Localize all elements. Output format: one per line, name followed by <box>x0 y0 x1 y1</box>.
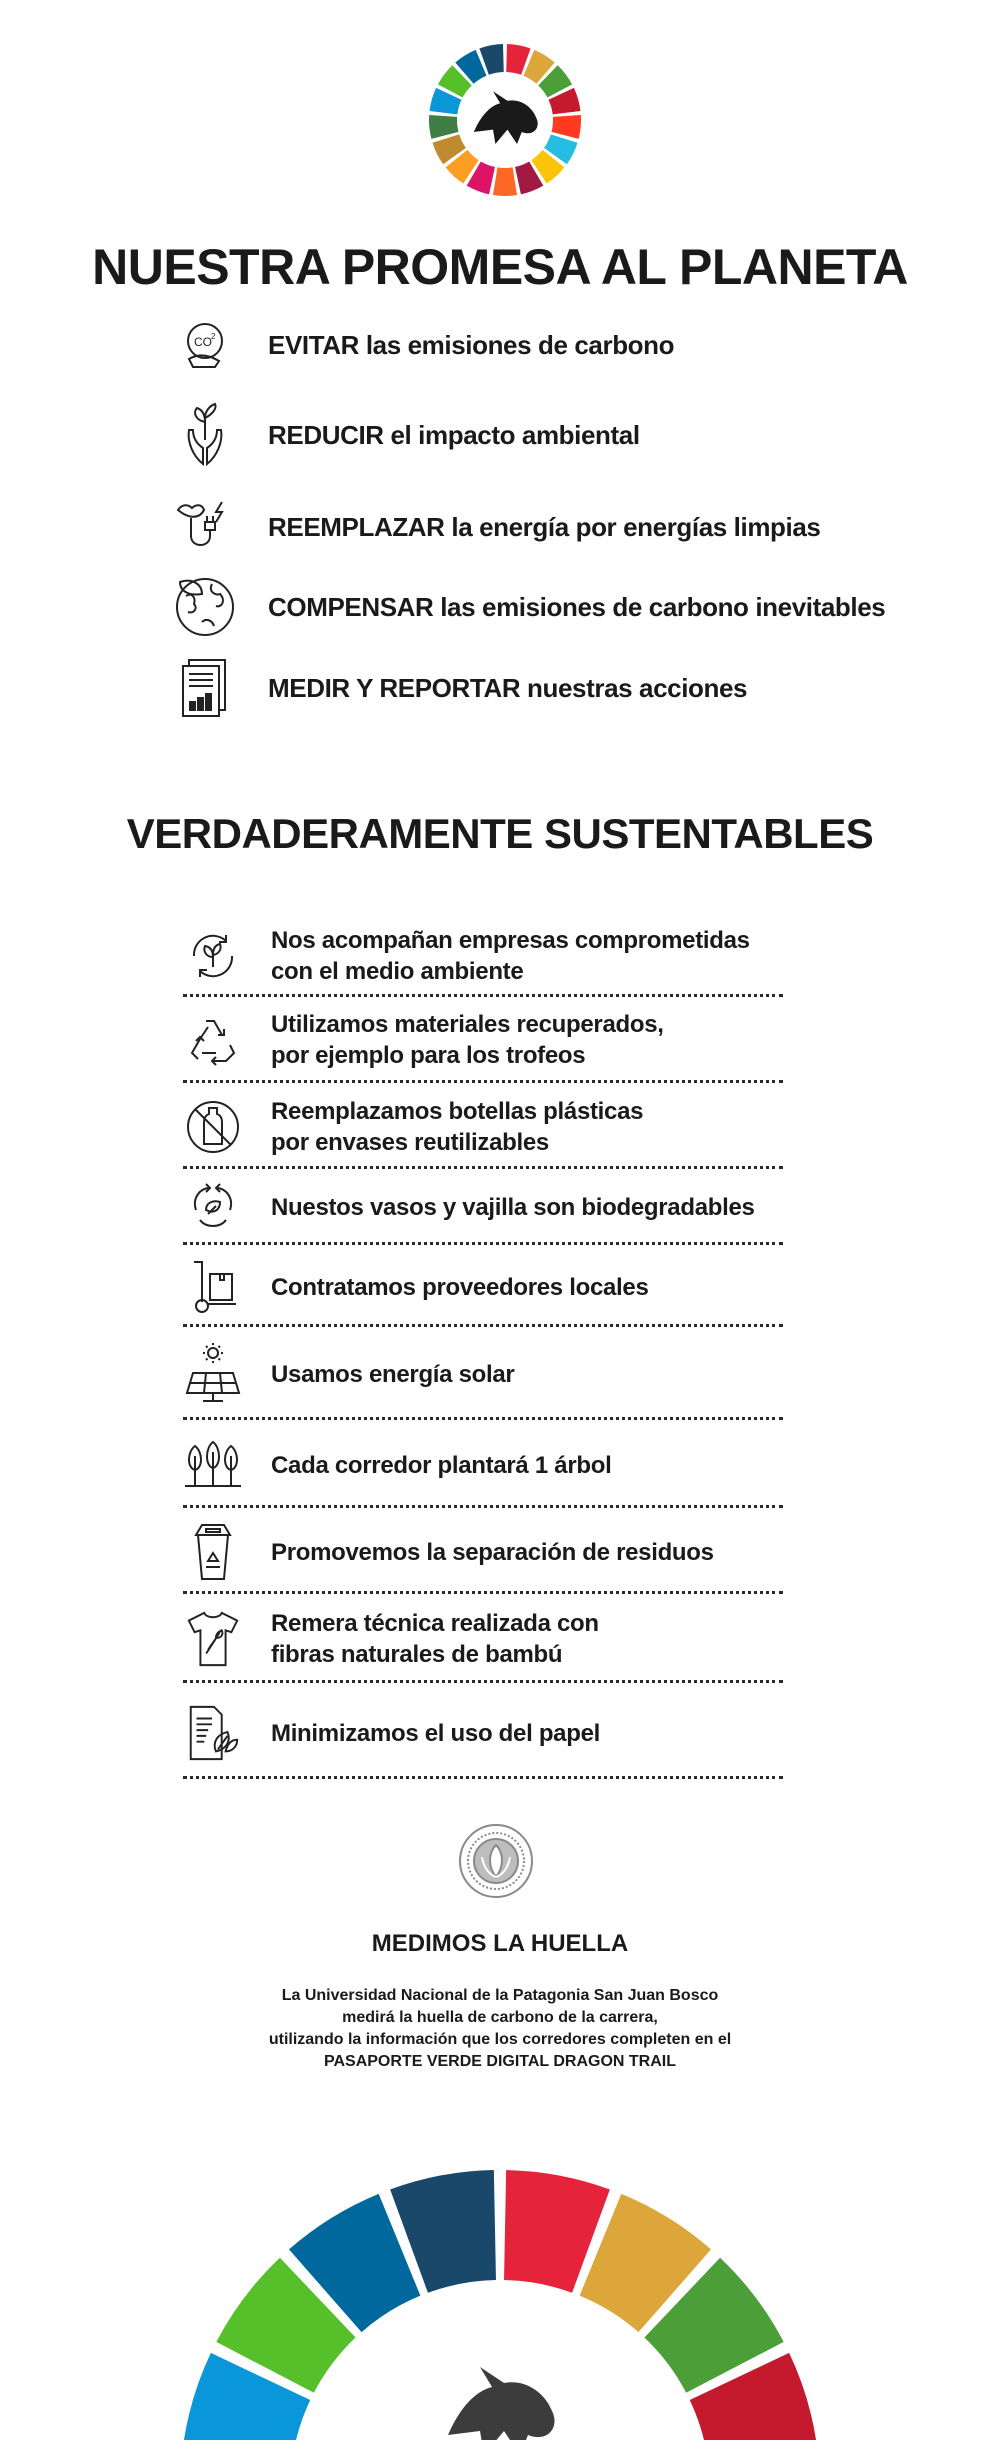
eco-cycle-icon <box>183 929 243 983</box>
biodegradable-icon <box>183 1180 243 1234</box>
footprint-text <box>0 1985 1000 2073</box>
sustainable-item <box>183 1513 783 1594</box>
sustainable-line-1: Contratamos proveedores locales <box>271 1273 649 1301</box>
sdg-wheel-bottom-logo <box>0 2160 1000 2440</box>
promise-item-compensate <box>170 577 930 637</box>
sustainable-line-1: Remera técnica realizada con <box>271 1610 599 1637</box>
sustainable-line-1: Minimizamos el uso del papel <box>271 1719 601 1747</box>
sustainable-item <box>183 1598 783 1683</box>
sustainable-line-1: Nos acompañan empresas comprometidas <box>271 927 750 954</box>
svg-text:2: 2 <box>211 332 216 341</box>
solar-panel-icon <box>183 1341 243 1407</box>
promise-label: REEMPLAZAR la energía por energías limpias <box>268 511 821 542</box>
promise-item-reduce <box>170 405 930 465</box>
hands-plant-icon <box>170 405 240 465</box>
report-chart-icon <box>170 658 240 718</box>
wheel-segment <box>493 167 517 196</box>
sustainable-item <box>183 918 783 997</box>
sustainable-item <box>183 1172 783 1245</box>
wheel-segment <box>551 115 581 139</box>
promise-label: EVITAR las emisiones de carbono <box>268 329 675 360</box>
svg-text:CO: CO <box>194 335 212 349</box>
promise-item-avoid <box>170 315 930 375</box>
sustainable-item <box>183 1250 783 1327</box>
university-seal-icon <box>458 1823 534 1899</box>
promise-item-measure <box>170 658 930 718</box>
wheel-segment <box>429 115 459 139</box>
promise-label: REDUCIR el impacto ambiental <box>268 419 640 450</box>
sustainable-line-1: Cada corredor plantará 1 árbol <box>271 1451 612 1479</box>
no-plastic-bottle-icon <box>183 1098 243 1156</box>
sustainable-line-2: con el medio ambiente <box>271 958 524 985</box>
trees-icon <box>183 1438 243 1492</box>
footprint-line: utilizando la información que los corredores completen en el <box>268 2031 732 2048</box>
sustainable-line-2: por ejemplo para los trofeos <box>271 1042 586 1069</box>
promise-item-replace <box>170 497 930 557</box>
hand-truck-icon <box>183 1258 243 1316</box>
footprint-line: PASAPORTE VERDE DIGITAL DRAGON TRAIL <box>323 2053 676 2070</box>
sustainable-line-1: Utilizamos materiales recuperados, <box>271 1011 664 1038</box>
sdg-wheel-dragon-logo <box>425 40 585 200</box>
sustainable-line-2: fibras naturales de bambú <box>271 1641 563 1668</box>
tshirt-bamboo-icon <box>183 1608 243 1670</box>
sustainable-item <box>183 1425 783 1508</box>
sustainable-line-2: por envases reutilizables <box>271 1129 549 1156</box>
promise-label: MEDIR Y REPORTAR nuestras acciones <box>268 672 748 703</box>
footprint-title: MEDIMOS LA HUELLA <box>371 1930 629 1957</box>
clean-energy-plug-icon <box>170 497 240 557</box>
sustainable-title: VERDADERAMENTE SUSTENTABLES <box>126 810 874 857</box>
paper-leaf-icon <box>183 1702 243 1764</box>
recycling-bin-icon <box>183 1521 243 1583</box>
dragon-shape <box>448 2367 555 2440</box>
sustainable-line-1: Promovemos la separación de residuos <box>271 1538 714 1566</box>
sustainable-item <box>183 1000 783 1083</box>
sustainable-line-1: Reemplazamos botellas plásticas <box>271 1098 644 1125</box>
promise-title: NUESTRA PROMESA AL PLANETA <box>92 239 908 295</box>
footprint-line: La Universidad Nacional de la Patagonia San Juan Bosco <box>281 1987 719 2004</box>
footprint-line: medirá la huella de carbono de la carrera, <box>342 2009 658 2026</box>
sustainable-line-1: Usamos energía solar <box>271 1360 515 1388</box>
sustainable-line-1: Nuestos vasos y vajilla son biodegradables <box>271 1193 755 1221</box>
promise-label: COMPENSAR las emisiones de carbono inevitables <box>268 591 886 622</box>
dragon-shape <box>474 91 538 144</box>
sustainable-item <box>183 1088 783 1169</box>
sustainable-item <box>183 1331 783 1420</box>
co2-icon <box>170 315 240 375</box>
globe-leaf-icon <box>170 577 240 637</box>
sustainable-item <box>183 1690 783 1779</box>
recycle-icon <box>183 1013 243 1067</box>
